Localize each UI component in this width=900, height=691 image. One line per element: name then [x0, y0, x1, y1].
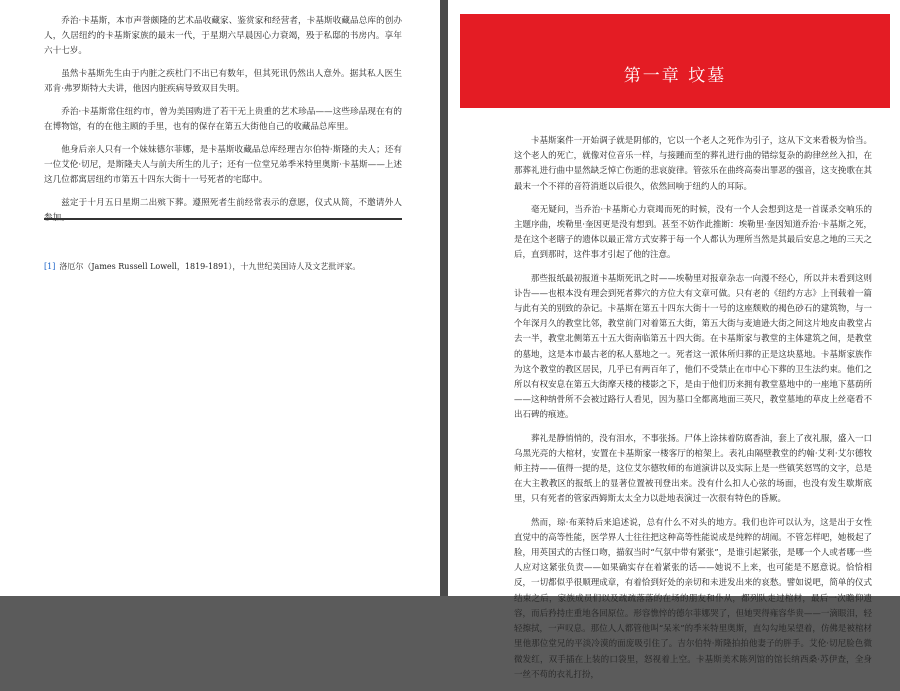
footnote-link[interactable]: [1]: [44, 262, 56, 271]
left-paragraph-3: 乔治·卡基斯常住纽约市，曾为美国购进了若干无上贵重的艺术珍品——这些珍品现在有的在博物馆，有的在他主顾的手里，也有的保存在第五大街他自己的收藏品总库里。: [44, 107, 402, 132]
footnote-text: 洛厄尔（James Russell Lowell，1819-1891），十九世纪美国诗人及文艺批评家。: [59, 262, 361, 271]
left-page-body: [44, 14, 402, 234]
footnote-divider: [44, 218, 402, 220]
left-paragraph-2: 虽然卡基斯先生由于内脏之疾杜门不出已有数年，但其死讯仍然出人意外。据其私人医生邓肯·弗罗斯特大夫讲，他因内脏疾病导致双目失明。: [44, 69, 402, 94]
right-paragraph-5: 然而，琼·布莱特后来追述说，总有什么不对头的地方。我们也许可以认为，这是出于女性直觉中的高等性能，医学界人士往往把这种高等性能说成是纯粹的胡闹。不管怎样吧，她极起了脸，用英国式的古怪口吻，描叙当时“气氛中带有紧张”，是谁引起紧张，是哪一个人或者哪一些人应对这紧张负责——如果确实存在着紧张的话——她说不上来，也可能是不愿意说。恰恰相反，一切都似乎很顺理成章，有着恰到好处的亲切和未进发出来的哀愁。譬如说吧，简单的仪式结束之后，家族成员们以及疏疏落落的在场的朋友和仆从，都列队走过棺材，最后一次瞻仰遗容，而后矜持庄重地各回原位。形容憔悴的德尔菲娜哭了，但她哭得雍容华贵——一滴眼泪，轻轻擦拭，一声叹息。那位人人都管他叫“呆米”的季米特里奥斯，直勾勾地呆望着，仿佛是被棺材里他那位堂兄的平淡冷漠的面庞吸引住了。吉尔伯特·斯隆拍拍他妻子的胖手。艾伦·切尼脸色微微发红，双手插在上装的口袋里，怒视着上空。卡基斯美术陈列馆的馆长纳西桑·苏伊查，全身一丝不苟的衣礼打扮，: [514, 517, 872, 680]
right-paragraph-2: 毫无疑问，当乔治·卡基斯心力衰竭而死的时候，没有一个人会想到这是一首谋杀交响乐的主题序曲，埃勒里·奎因更是没有想到。甚至不妨作此推断：埃勒里·奎因知道乔治·卡基斯之死，是在这个老瞎子的遗体以最正常方式安葬于每一个人都认为理所当然是其最后安息之地的三天之后，直到那时，这件事才引起了他的注意。: [514, 204, 872, 261]
chapter-banner: [460, 14, 890, 108]
left-paragraph-4: 他身后亲人只有一个妹妹德尔菲娜，是卡基斯收藏品总库经理吉尔伯特·斯隆的夫人；还有一位艾伦·切尼，是斯隆夫人与前夫所生的儿子；还有一位堂兄弟季米特里奥斯·卡基斯——上述这几位都寓居纽约市第五十四东大街十一号死者的宅邸中。: [44, 145, 402, 185]
right-paragraph-4: 葬礼是静悄悄的，没有泪水，不事张扬。尸体上涂抹着防腐香油，套上了夜礼服，盛入一口乌黑光亮的大棺材，安置在卡基斯家一楼客厅的棺架上。表礼由隔壁教堂的约翰·艾利·艾尔德牧师主持——值得一提的是，这位艾尔德牧师的布道演讲以及实际上是一些镇笑怒骂的文字，总是在大主教教区的报纸上的显著位置被刊登出来。没有什么扣人心弦的场面，也没有发生歇斯底里，只有死者的管家西姆斯太太全力以赴地表演过一次很有特色的昏厥。: [514, 433, 872, 505]
page-gutter: [440, 0, 448, 596]
left-page: [0, 0, 440, 596]
right-page-body: [514, 134, 872, 691]
left-paragraph-5: 兹定于十月五日星期二出殡下葬。遵照死者生前经常表示的意愿，仪式从简，不邀请外人: [61, 198, 402, 208]
right-paragraph-3: 那些报纸最初报道卡基斯死讯之时——埃勒里对报章杂志一向漫不经心，所以并未看到这则讣告——也根本没有理会到死者葬穴的方位大有文章可做。只有老的《纽约方志》上刊载着一篇与此有关的别致的杂记。卡基斯在第五十四东大街十一号的这座颓败的褐色砂石的建筑物，与一个年深月久的教堂比邻，教堂前门对着第五大街，第五大街与麦迪逊大街之间这片地皮由教堂占去一半，教堂北侧第五十五大街南临第五十四大街。在卡基斯家与教堂的主体建筑之间，是教堂的墓地，这是本市最古老的私人墓地之一。死者这一派体所归葬的正是这块墓地。卡基斯家族作为这个教堂的教区居民，几乎已有两百年了，他们不受禁止在市中心下葬的卫生法约束。他们之所以有权安息在第五大街摩天楼的楼影之下，是由于他们历来拥有教堂墓地中的一座地下墓荫所——这种纳骨所不会被过路行人看见，因为墓口全都离地面三英尺，教堂墓地的草皮上丝毫看不出石碑的痕迹。: [514, 273, 872, 421]
right-paragraph-1: 卡基斯案件一开始调子就是阴郁的，它以一个老人之死作为引子，这从下文来看极为恰当。这个老人的死亡，就像对位音乐一样，与接踵而至的葬礼进行曲的错综复杂的韵律丝丝入扣，在那葬礼进行曲中显然缺乏悼亡伤逝的悲哀旋律。管弦乐在曲终高奏出罪恶的强音，这支挽歌在其最末一个不祥的音符消逝以后很久，依然回响于纽约人的耳际。: [514, 136, 872, 192]
right-page: [448, 0, 900, 680]
footnote: [44, 261, 402, 272]
chapter-title: 第一章 坟墓: [623, 65, 727, 86]
left-paragraph-1: 乔治·卡基斯，本市声誉颇隆的艺术品收藏家、鉴赏家和经营者，卡基斯收藏品总库的创办人，久居纽约的卡基斯家族的最末一代，于星期六早晨因心力衰竭，殁于私邸的书房内。享年六十七岁。: [44, 16, 402, 56]
